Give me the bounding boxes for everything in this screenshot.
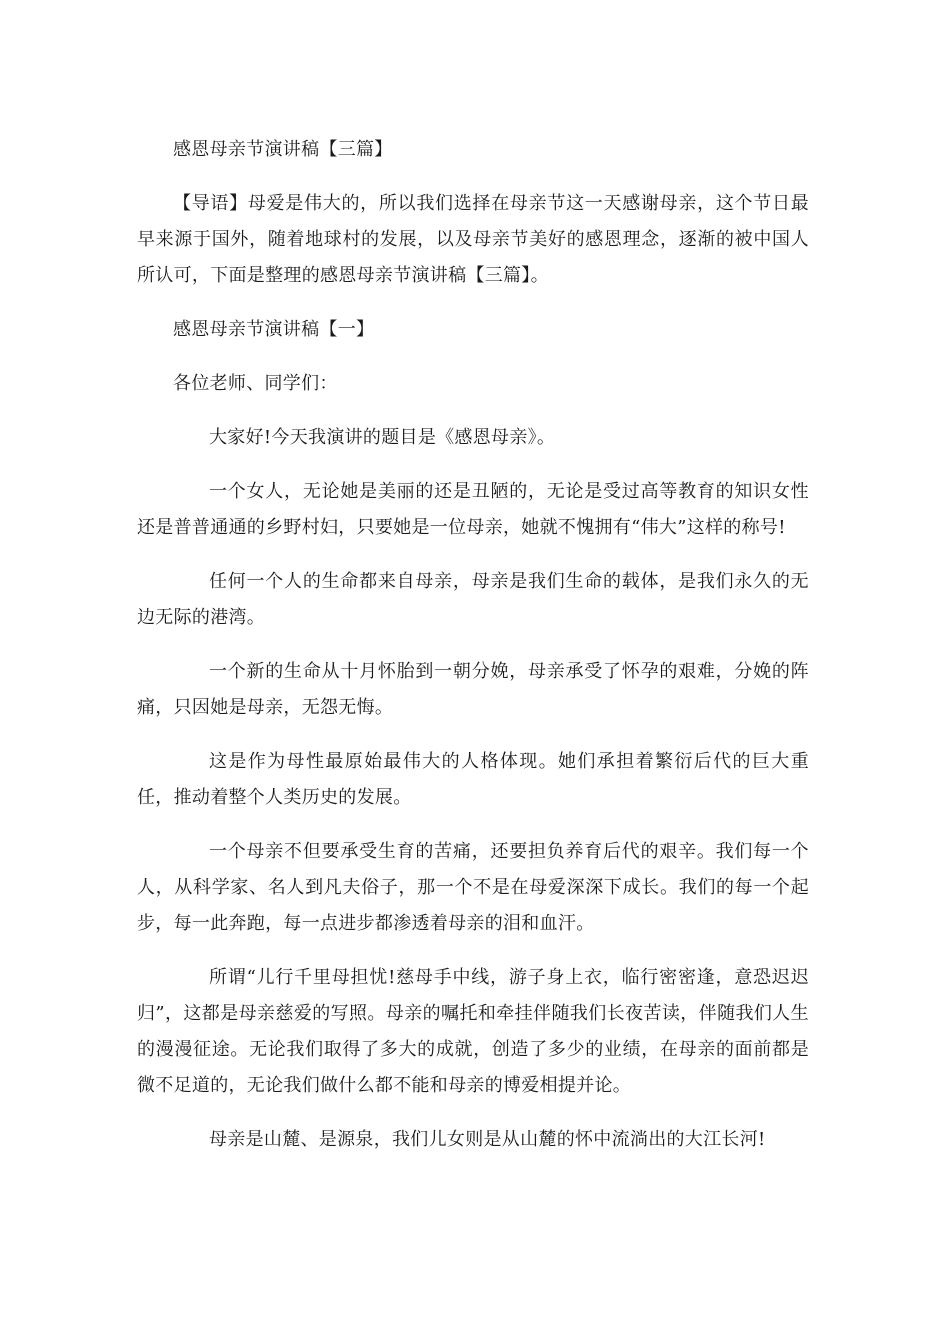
body-paragraph-8: 母亲是山麓、是源泉，我们儿女则是从山麓的怀中流淌出的大江长河! [209,1129,766,1150]
body-paragraph-6: 一个母亲不但要承受生育的苦痛，还要担负养育后代的艰辛。我们每一个人，从科学家、名人到凡夫俗子，那一个不是在母爱深深下成长。我们的每一个起步，每一此奔跑，每一点进步都渗透着母亲的泪和血汗。 [137,841,809,934]
body-paragraph-2: 一个女人，无论她是美丽的还是丑陋的，无论是受过高等教育的知识女性还是普普通通的乡野村妇，只要她是一位母亲，她就不愧拥有“伟大”这样的称号! [137,481,809,538]
body-paragraph-3: 任何一个人的生命都来自母亲，母亲是我们生命的载体，是我们永久的无边无际的港湾。 [137,571,809,628]
body-paragraph-1: 大家好!今天我演讲的题目是《感恩母亲》。 [209,427,556,448]
document-body [137,132,809,1176]
body-paragraph-7: 所谓“儿行千里母担忧!慈母手中线，游子身上衣，临行密密逢，意恐迟迟归”，这都是母亲慈爱的写照。母亲的嘱托和牵挂伴随我们长夜苦读，伴随我们人生的漫漫征途。无论我们取得了多大的成就，创造了多少的业绩，在母亲的面前都是微不足道的，无论我们做什么都不能和母亲的博爱相提并论。 [137,967,809,1096]
body-paragraph-4: 一个新的生命从十月怀胎到一朝分娩，母亲承受了怀孕的艰难，分娩的阵痛，只因她是母亲，无怨无悔。 [137,661,809,718]
body-paragraph-5: 这是作为母性最原始最伟大的人格体现。她们承担着繁衍后代的巨大重任，推动着整个人类历史的发展。 [137,751,809,808]
section-title: 感恩母亲节演讲稿【一】 [173,319,375,340]
intro-paragraph: 【导语】母爱是伟大的，所以我们选择在母亲节这一天感谢母亲，这个节日最早来源于国外，随着地球村的发展，以及母亲节美好的感恩理念，逐渐的被中国人所认可，下面是整理的感恩母亲节演讲稿【三篇】。 [137,193,809,286]
greeting: 各位老师、同学们： [173,373,338,394]
document-title: 感恩母亲节演讲稿【三篇】 [173,139,393,160]
